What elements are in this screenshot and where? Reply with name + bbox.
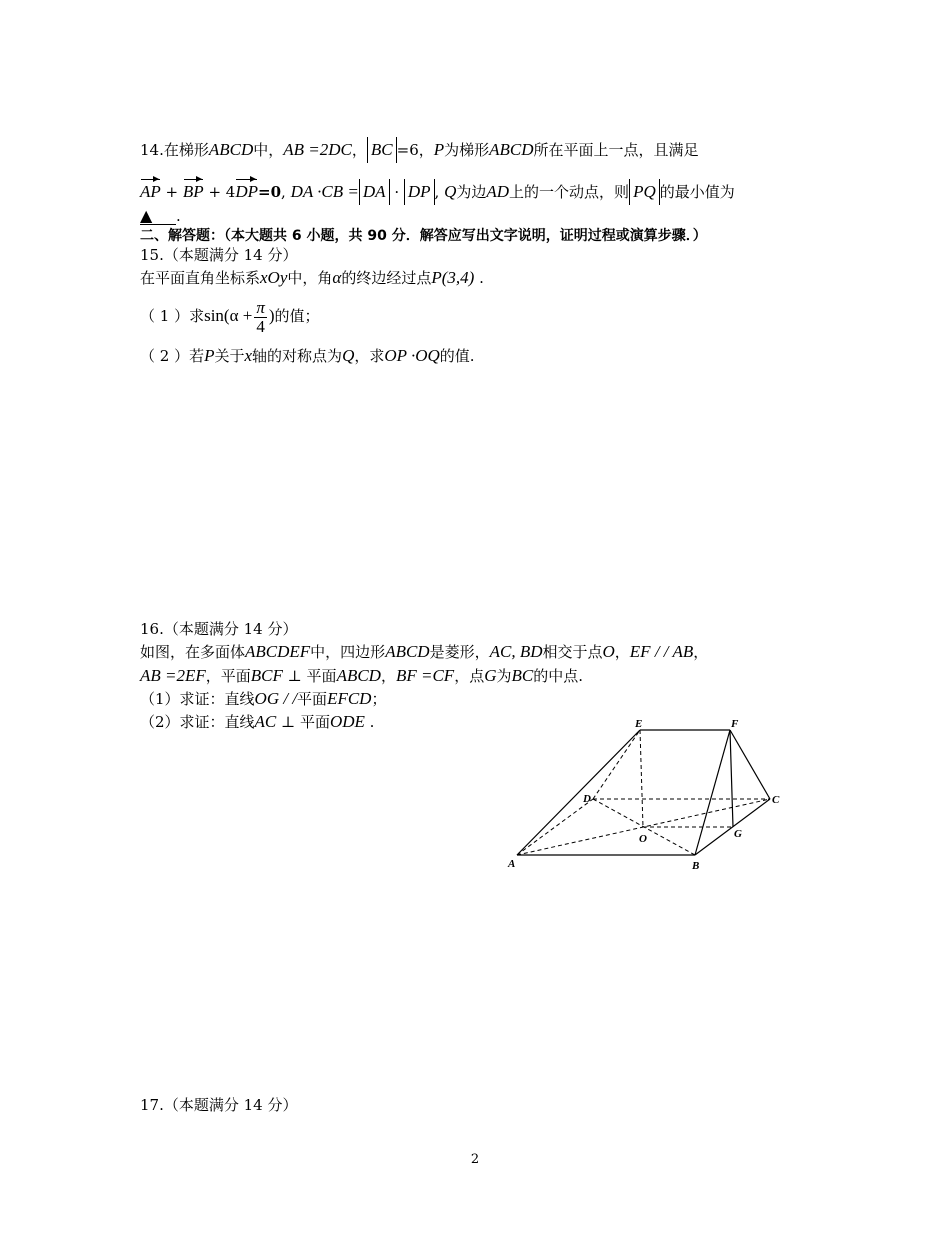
edge-fc: [730, 730, 770, 799]
edge-fg: [730, 730, 733, 827]
section-title: 二、解答题：（本大题共 6 小题，共 90 分．解答应写出文字说明，证明过程或演算步骤．）: [140, 228, 707, 244]
abs-dp: DP: [404, 179, 435, 205]
q16-part2: （2）求证：直线AC ⊥ 平面ODE .: [140, 712, 375, 731]
q15-line1: 在平面直角坐标系xOy中，角α的终边经过点P(3,4) .: [140, 268, 484, 287]
label-d: D: [583, 793, 591, 805]
polyhedron-figure: [505, 715, 795, 875]
q15-part1: （ 1 ）求sin(α + $\frac{\pi}{4}$ )的值；: [140, 297, 320, 336]
q14-line1: 14.在梯形ABCD中，AB =2DC， BC =6，P为梯形ABCD所在平面上一点，且满足: [140, 137, 699, 163]
vector-bp: BP: [183, 175, 204, 203]
vector-dp: DP: [235, 175, 258, 203]
edge-fb: [695, 730, 730, 855]
q16-header: 16.（本题满分 14 分）: [140, 620, 298, 638]
label-a: A: [508, 858, 516, 870]
q14-answer-blank: ▲ .: [140, 206, 181, 225]
label-c: C: [772, 794, 780, 806]
edge-ae: [517, 730, 640, 855]
segment-eo: [640, 730, 643, 827]
label-g: G: [734, 828, 742, 840]
label-f: F: [731, 718, 739, 730]
abs-bc: BC: [367, 137, 397, 163]
q17-header: 17.（本题满分 14 分）: [140, 1096, 298, 1114]
q15-part2: （ 2 ）若P关于x轴的对称点为Q，求OP ·OQ的值.: [140, 346, 475, 365]
page-number: 2: [470, 1152, 480, 1167]
fraction-pi-over-4: $\frac{\pi}{4}$: [256, 297, 265, 336]
abs-da: DA: [359, 179, 390, 205]
triangle-blank-icon: ▲: [140, 208, 176, 225]
label-e: E: [635, 718, 643, 730]
q15-header: 15.（本题满分 14 分）: [140, 246, 298, 264]
vector-ap: AP: [140, 175, 161, 203]
abs-pq: PQ: [629, 179, 660, 205]
q14-line2: AP + BP + 4DP=0, DA ·CB = DA · DP , Q为边AD上的一个动点，则 PQ 的最小值为: [140, 175, 735, 205]
edge-de-hidden: [593, 730, 640, 799]
q16-line2: AB =2EF，平面BCF ⊥ 平面ABCD，BF =CF，点G为BC的中点.: [140, 666, 584, 685]
q16-part1: （1）求证：直线OG / /平面EFCD；: [140, 689, 387, 708]
q16-line1: 如图，在多面体ABCDEF中，四边形ABCD是菱形，AC, BD相交于点O，EF / / AB，: [140, 642, 709, 661]
label-b: B: [692, 860, 700, 872]
label-o: O: [639, 833, 647, 845]
